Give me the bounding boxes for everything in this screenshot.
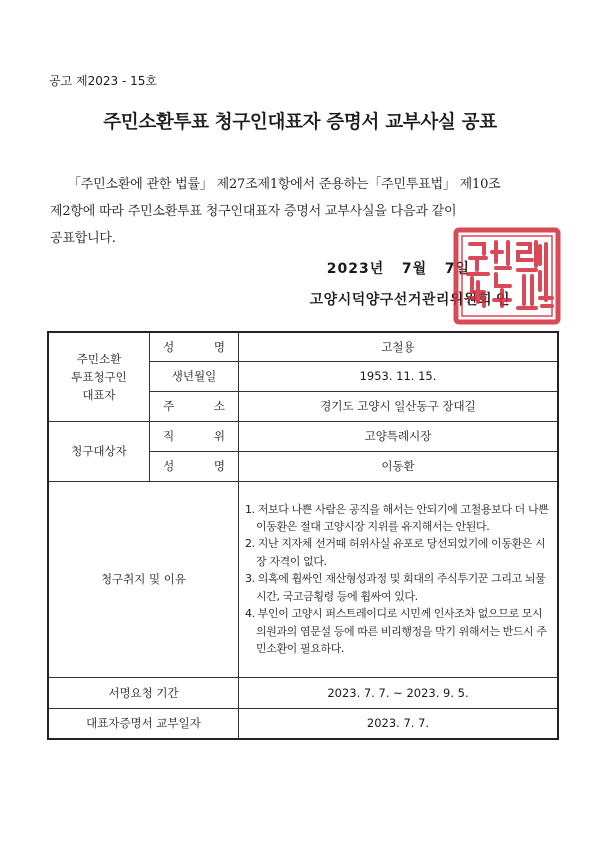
position-value: 고양특례시장 bbox=[239, 421, 559, 451]
representative-group-header: 주민소환 투표청구인 대표자 bbox=[48, 332, 150, 421]
body-line: 제2항에 따라 주민소환투표 청구인대표자 증명서 교부사실을 다음과 같이 bbox=[50, 204, 457, 219]
body-line: 「주민소환에 관한 법률」 제27조제1항에서 준용하는「주민투표법」 제10조 bbox=[68, 177, 501, 192]
reason-label: 청구취지 및 이유 bbox=[48, 481, 239, 677]
name-label: 성 명 bbox=[150, 332, 239, 361]
target-name-value: 이동환 bbox=[239, 451, 559, 481]
body-line: 공표합니다. bbox=[50, 231, 116, 246]
official-seal-icon bbox=[452, 226, 562, 326]
address-value: 경기도 고양시 일산동구 장대길 bbox=[239, 391, 559, 421]
period-value: 2023. 7. 7. ~ 2023. 9. 5. bbox=[239, 677, 559, 708]
reason-item: 2. 지난 지자체 선거때 허위사실 유포로 당선되었기에 이동환은 시장 자격이 없다. bbox=[245, 537, 546, 568]
issue-date-label: 대표자증명서 교부일자 bbox=[48, 708, 239, 739]
representative-table bbox=[47, 331, 559, 740]
announcement-date: 2023년 7월 7일 bbox=[326, 261, 470, 277]
page-title: 주민소환투표 청구인대표자 증명서 교부사실 공표 bbox=[103, 112, 497, 133]
reason-item: 1. 저보다 나쁜 사람은 공직을 해서는 안되기에 고철용보다 더 나쁜 이동환은 절대 고양시장 지위를 유지해서는 안된다. bbox=[245, 502, 549, 534]
birth-value: 1953. 11. 15. bbox=[239, 361, 559, 391]
target-name-label: 성 명 bbox=[150, 451, 239, 481]
notice-number: 공고 제2023 - 15호 bbox=[49, 74, 157, 88]
reason-list bbox=[239, 481, 559, 677]
issue-date-value: 2023. 7. 7. bbox=[239, 708, 559, 739]
target-group-header: 청구대상자 bbox=[48, 421, 150, 481]
reason-item: 4. 부인이 고양시 퍼스트레이디로 시민께 인사조차 없으므로 모시의원과의 염문설 등에 따른 비리행정을 막기 위해서는 반드시 주민소환이 필요하다. bbox=[245, 607, 547, 655]
period-label: 서명요청 기간 bbox=[48, 677, 239, 708]
position-label: 직 위 bbox=[150, 421, 239, 451]
address-label: 주 소 bbox=[150, 391, 239, 421]
name-value: 고철용 bbox=[239, 332, 559, 361]
reason-item: 3. 의혹에 휩싸인 재산형성과정 및 회대의 주식투기꾼 그리고 뇌물시간, 국고금횡령 등에 휩싸여 있다. bbox=[245, 572, 546, 603]
seal-char: 인 bbox=[495, 292, 510, 308]
committee-name: 고양시덕양구선거관리위원회 bbox=[309, 292, 492, 308]
birth-label: 생년월일 bbox=[150, 361, 239, 391]
